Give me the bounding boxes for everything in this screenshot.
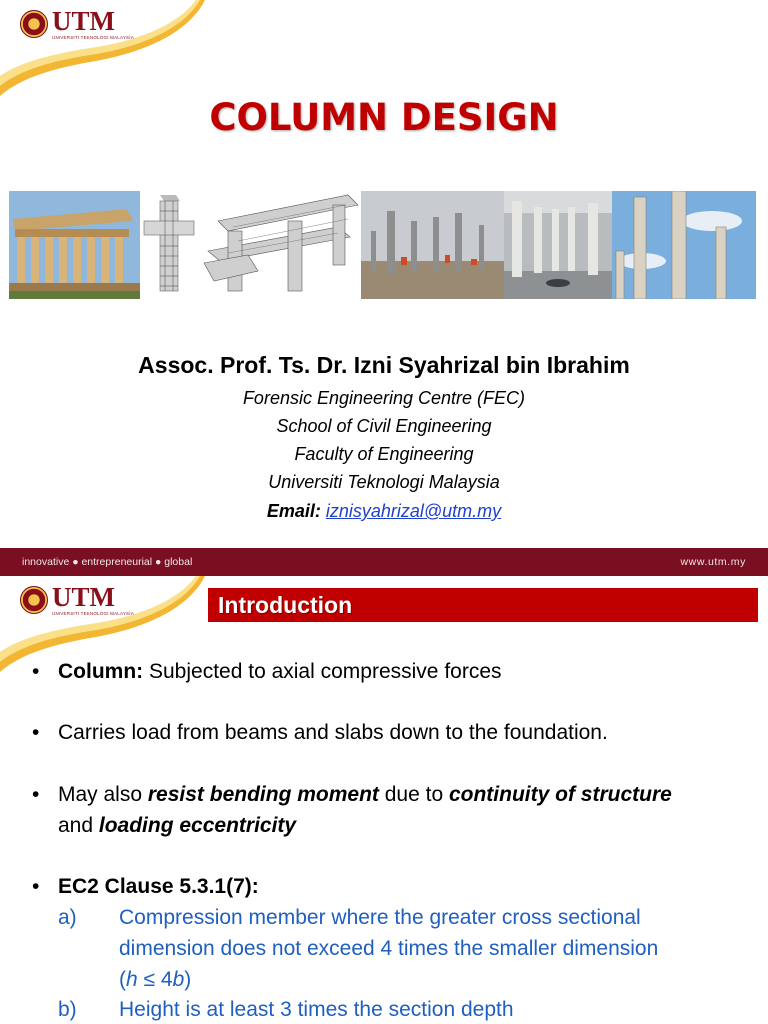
bullet-text: Carries load from beams and slabs down to the foundation. [58,721,608,744]
bullet-text: Subjected to axial compressive forces [149,660,502,683]
slide-title: COLUMN DESIGN [209,96,559,139]
utm-seal-icon [20,586,48,614]
email-label: Email: [266,501,321,521]
footer-url[interactable]: www.utm.my [680,556,746,568]
beam-column-reinforcement-render [198,191,361,299]
affiliation-line-2: School of Civil Engineering [276,416,492,436]
footer-bar [0,548,768,576]
bullet-dot-icon: • [32,660,40,683]
bullet-dot-icon: • [32,875,40,898]
formula [119,964,191,995]
sub-item-line: Height is at least 3 times the section depth [119,998,514,1021]
utm-seal-icon [20,10,48,38]
column-reinforcement-cage-render [140,191,198,299]
interior-columns-photo [504,191,612,299]
logo-wordmark: UTM [52,582,115,612]
bullet-dot-icon: • [32,721,40,744]
email-line [0,501,768,522]
bullet-text: due to [378,783,449,806]
formula-part: ( [119,968,126,991]
sub-item-line: Compression member where the greater cross sectional [119,906,641,929]
author-name: Assoc. Prof. Ts. Dr. Izni Syahrizal bin Ibrahim [138,352,630,378]
sub-item-line: dimension does not exceed 4 times the smaller dimension [119,937,659,960]
precast-columns-sky-photo [612,191,756,299]
formula-var-h: h [126,968,138,991]
logo-subtitle: UNIVERSITI TEKNOLOGI MALAYSIA [52,35,134,40]
sub-item-label: a) [58,906,77,929]
greek-temple-columns-photo [9,191,140,299]
photo-strip [9,191,756,299]
introduction-slide [0,576,768,1024]
formula-var-b: b [172,968,185,991]
bullet-emphasis: resist bending moment [147,783,379,806]
bullet-text: May also [58,783,148,806]
logo-wordmark: UTM [52,6,115,36]
sub-item-a [58,902,758,995]
bullet-emphasis: continuity of structure [448,783,672,806]
affiliation-line-1: Forensic Engineering Centre (FEC) [242,388,526,408]
sub-item-b [58,994,758,1024]
bullet-bold: EC2 Clause 5.3.1(7): [58,875,259,898]
bullet-bold: Column: [58,660,144,683]
bullet-emphasis: loading eccentricity [98,814,297,837]
email-link[interactable]: iznisyahrizal@utm.my [325,501,502,521]
affiliation-line-3: Faculty of Engineering [294,444,474,464]
section-heading: Introduction [208,588,758,622]
sub-item-label: b) [58,998,77,1021]
formula-part: ) [184,968,192,991]
utm-logo [20,8,134,41]
construction-site-columns-photo [361,191,504,299]
affiliation-line-4: Universiti Teknologi Malaysia [268,472,500,492]
bullet-dot-icon: • [32,783,40,806]
footer-tagline: innovative ● entrepreneurial ● global [22,556,193,568]
logo-subtitle: UNIVERSITI TEKNOLOGI MALAYSIA [52,611,134,616]
utm-logo [20,584,134,617]
formula-op: ≤ 4 [137,968,173,991]
bullet-text: and [58,814,99,837]
